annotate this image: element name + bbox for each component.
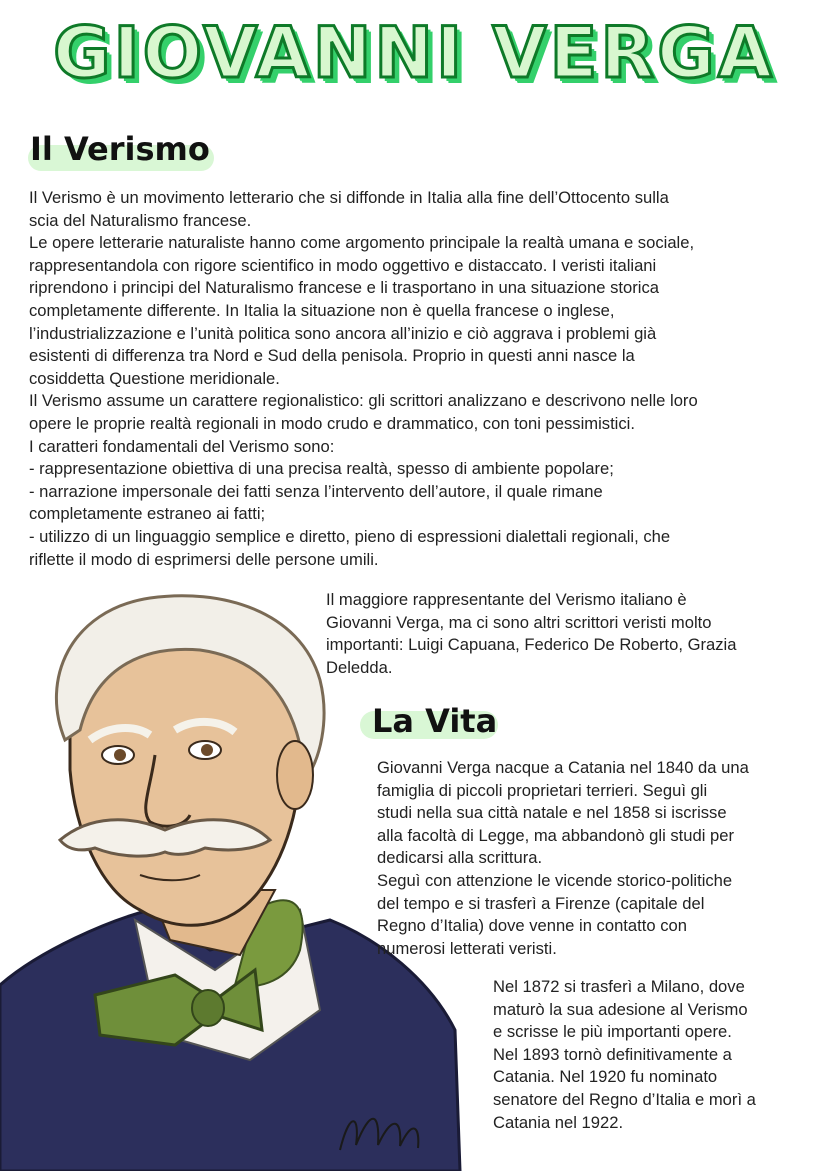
text-line: Seguì con attenzione le vicende storico-politiche <box>377 870 733 890</box>
text-line: studi nella sua città natale e nel 1858 si iscrisse <box>377 803 727 823</box>
text-line: senatore del Regno d’Italia e morì a <box>493 1089 756 1109</box>
text-line: Il Verismo assume un carattere regionalistico: gli scrittori analizzano e descrivono nelle loro <box>29 391 698 411</box>
text-line: Regno d’Italia) dove venne in contatto con <box>377 916 687 936</box>
text-line: Catania nel 1922. <box>493 1112 624 1132</box>
text-line: e scrisse le più importanti opere. <box>493 1022 732 1042</box>
text-line: l’industrializzazione e l’unità politica sono ancora all’inizio e ciò aggrava i problemi già <box>29 323 657 343</box>
vita-paragraph-1 <box>377 757 817 960</box>
section-heading-vita <box>372 702 498 740</box>
representatives-paragraph <box>326 589 806 679</box>
vita-paragraph-2 <box>493 976 813 1134</box>
text-line: I caratteri fondamentali del Verismo sono: <box>29 436 335 456</box>
text-line: alla facoltà di Legge, ma abbandonò gli studi per <box>377 825 735 845</box>
text-line: cosiddetta Questione meridionale. <box>29 368 280 388</box>
text-line: - utilizzo di un linguaggio semplice e diretto, pieno di espressioni dialettali regionali, che <box>29 526 671 546</box>
text-line: Il Verismo è un movimento letterario che si diffonde in Italia alla fine dell’Ottocento sulla <box>29 188 669 207</box>
text-line: Giovanni Verga nacque a Catania nel 1840 da una <box>377 758 749 777</box>
text-line: Il maggiore rappresentante del Verismo italiano è <box>326 590 687 609</box>
section-heading-verismo <box>30 130 210 168</box>
text-line: completamente estraneo ai fatti; <box>29 504 266 524</box>
section-heading-text: La Vita <box>372 702 498 740</box>
text-line: completamente differente. In Italia la situazione non è quella francese o inglese, <box>29 300 615 320</box>
text-line: Nel 1893 tornò definitivamente a <box>493 1044 732 1064</box>
text-line: Deledda. <box>326 657 393 677</box>
text-line: rappresentandola con rigore scientifico in modo oggettivo e distaccato. I veristi italiani <box>29 255 657 275</box>
text-line: importanti: Luigi Capuana, Federico De Roberto, Grazia <box>326 635 737 655</box>
text-line: opere le proprie realtà regionali in modo crudo e drammatico, con toni pessimistici. <box>29 413 635 433</box>
text-line: maturò la sua adesione al Verismo <box>493 999 748 1019</box>
section-heading-text: Il Verismo <box>30 130 210 168</box>
text-line: - narrazione impersonale dei fatti senza l’intervento dell’autore, il quale rimane <box>29 481 603 501</box>
text-line: Giovanni Verga, ma ci sono altri scrittori veristi molto <box>326 612 712 632</box>
page-title: GIOVANNI VERGA <box>53 12 775 94</box>
text-line: Nel 1872 si trasferì a Milano, dove <box>493 977 745 996</box>
text-line: famiglia di piccoli proprietari terrieri. Seguì gli <box>377 780 708 800</box>
text-line: esistenti di differenza tra Nord e Sud della penisola. Proprio in questi anni nasce la <box>29 346 635 366</box>
verismo-paragraph <box>29 187 809 571</box>
text-line: numerosi letterati veristi. <box>377 938 557 958</box>
text-line: Catania. Nel 1920 fu nominato <box>493 1067 718 1087</box>
text-line: - rappresentazione obiettiva di una precisa realtà, spesso di ambiente popolare; <box>29 459 614 479</box>
text-line: scia del Naturalismo francese. <box>29 210 252 230</box>
text-line: del tempo e si trasferì a Firenze (capitale del <box>377 893 705 913</box>
text-line: Le opere letterarie naturaliste hanno come argomento principale la realtà umana e sociale, <box>29 233 695 253</box>
text-line: riprendono i principi del Naturalismo francese e li trasportano in una situazione storica <box>29 278 659 298</box>
text-line: riflette il modo di esprimersi delle persone umili. <box>29 549 379 569</box>
text-line: dedicarsi alla scrittura. <box>377 848 543 868</box>
